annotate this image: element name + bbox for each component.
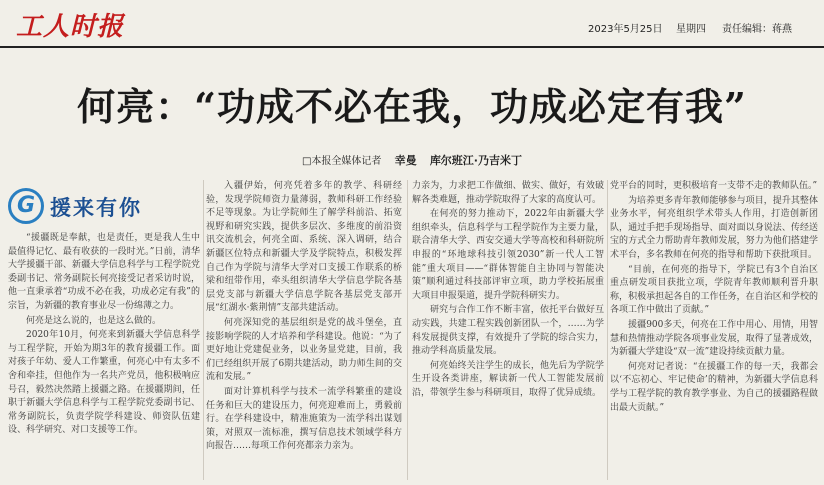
paragraph: 为培养更多青年教师能够参与项目，提升其整体业务水平，何亮组织学术带头人作用，打造创新团队，通过手把手现场指导、面对面以身说法、传经送宝的方式全力帮助青年教师发展，努力为他们搭建学术平台，多名教师在何亮的指导和帮助下获批项目。 xyxy=(610,195,818,260)
paragraph: 2020年10月，何亮来到新疆大学信息科学与工程学院，开始为期3年的教育援疆工作。面对孩子年幼、爱人工作繁重，何亮心中有太多不舍和牵挂，但他作为一名共产党员，他积极响应号召，毅然决然踏上援疆之路。在援疆期间，任职于新疆大学信息科学与工程学院党委副书记、常务副院长，负责学院学科建设、师资队伍建设、科学研究、对口支援等工作。 xyxy=(8,330,200,436)
column-logo-icon: G xyxy=(8,188,44,224)
issue-weekday: 星期四 xyxy=(676,24,706,35)
paragraph: 入疆伊始，何亮凭着多年的教学、科研经验，发现学院师资力量薄弱，教师科研工作经验不足等现象。为让学院师生了解学科前沿、拓宽视野和研究实践，提供多层次、多维度的前沿资讯交流机会，何亮全面、系统、深入调研，结合新疆区位特点和新疆大学及学院特点，积极发挥自己作为学院与清华大学对口支援工作联系的桥梁和纽带作用，牵头组织清华大学信息学院各基层党支部与新疆大学信息学院各基层党支部开展“红湖水·紫荆情”支部共建活动。 xyxy=(206,181,402,314)
paragraph: 党平台的同时，更积极培育一支带不走的教师队伍。” xyxy=(610,181,818,191)
article-column-2 xyxy=(206,180,402,480)
paragraph: 何亮是这么说的，也是这么做的。 xyxy=(26,315,162,326)
byline-prefix: □本报全媒体记者 xyxy=(301,156,382,167)
paragraph: 何亮对记者说：“在援疆工作的每一天，我都会以‘不忘初心、牢记使命’的精神，为新疆大学信息科学与工程学院的教育教学事业、为自己的援疆路程做出最大贡献。” xyxy=(610,361,818,413)
byline-author-1: 幸曼 xyxy=(394,154,417,167)
article-column-4 xyxy=(610,180,818,480)
issue-date: 2023年5月25日 xyxy=(588,24,663,35)
responsible-editor: 责任编辑：蒋燕 xyxy=(722,24,792,35)
column-divider xyxy=(607,180,608,480)
paragraph: 面对计算机科学与技术一流学科繁重的建设任务和巨大的建设压力，何亮迎难而上，勇毅前行。在学科建设中，精准施策为一流学科出谋划策，对照双一流标准，撰写信息技术领域学科方向报告……每项工作何亮都亲力亲为。 xyxy=(206,386,402,452)
paragraph: 研究与合作工作不断丰富，依托平台做好互动实践，共建工程实践创新团队一个，……为学科发展提供支撑，有效提升了学院的综合实力，推动学科高质量发展。 xyxy=(412,305,604,357)
column-divider xyxy=(203,180,204,480)
newspaper-logo: 工人时报 xyxy=(16,12,125,42)
article-column-3 xyxy=(412,180,604,480)
masthead xyxy=(0,0,824,48)
column-banner xyxy=(8,186,198,228)
column-divider xyxy=(407,180,408,480)
paragraph: 在何亮的努力推动下，2022年由新疆大学组织牵头，信息科学与工程学院作为主要力量，联合清华大学、西安交通大学等高校和科研院所申报的“环地球科技引领2030”新一代人工智能”重大项目——“群体智能自主协同与智能决策”顺利通过科技部评审立项，助力学校拓展重大项目申报渠道，提升学院科研实力。 xyxy=(412,209,604,301)
paragraph: 力亲为，力求把工作做细、做实、做好，有效破解各类难题，推动学院取得了大家的高度认可。 xyxy=(412,181,604,205)
paragraph: 何亮始终关注学生的成长，他先后为学院学生开设各类讲座，解读新一代人工智能发展前沿，带领学生参与科研项目，取得了优异成绩。 xyxy=(412,360,604,398)
paragraph: “援疆既是奉献，也是责任，更是我人生中最值得记忆、最有收获的一段时光。”日前，清华大学援疆干部、新疆大学信息科学与工程学院党委副书记、常务副院长何亮接受记者采访时说，他一直秉承着“功成不必在我，功成必定有我”的宗旨，为新疆的教育事业尽一份绵薄之力。 xyxy=(8,233,200,311)
byline-author-2: 库尔班江·乃吉米丁 xyxy=(429,154,522,167)
paragraph: 援疆900多天，何亮在工作中用心、用情，用智慧和热情推动学院各项事业发展，取得了显著成效，为新疆大学建设“双一流”建设持续贡献力量。 xyxy=(610,319,818,358)
byline xyxy=(0,152,824,168)
paragraph: 何亮深知党的基层组织是党的战斗堡垒，直接影响学院的人才培养和学科建设。他说：“为了更好地让党建促业务，以业务显党建，目前，我们已经组织开展了6期共建活动，助力师生间的交流和发展。” xyxy=(206,317,402,383)
article-column-1 xyxy=(8,232,200,482)
paragraph: “目前，在何亮的指导下，学院已有3个自治区重点研发项目获批立项，学院青年教师顺利晋升职称，积极承担起各自的工作任务，在自治区和学校的各项工作中做出了贡献。” xyxy=(610,264,818,316)
column-title: 援来有你 xyxy=(50,196,142,220)
article-headline: 何亮：“功成不必在我，功成必定有我” xyxy=(77,84,747,129)
